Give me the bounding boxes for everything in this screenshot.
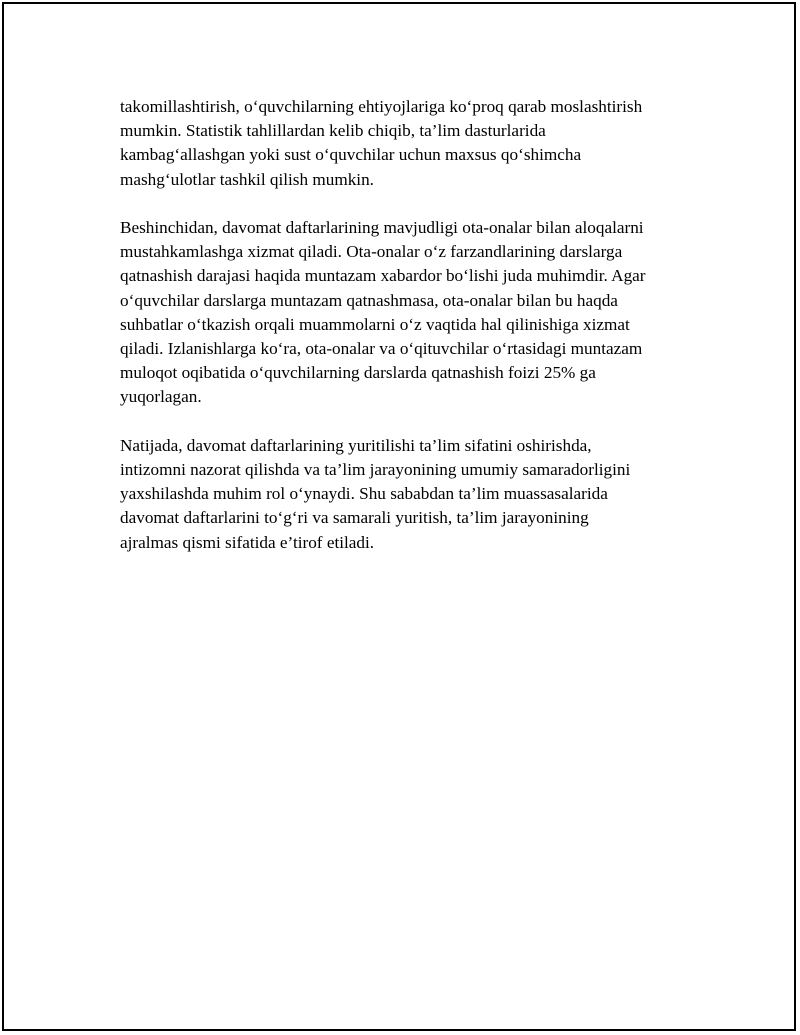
paragraph-1: takomillashtirish, o‘quvchilarning ehtiyojlariga ko‘proq qarab moslashtirish mumkin. Statistik tahlillardan kelib chiqib, ta’lim dasturlarida kambag‘allashgan yoki sust o‘quvchilar uchun maxsus qo‘shimcha mashg‘ulotlar tashkil qilish mumkin.: [120, 97, 643, 189]
document-body: [120, 95, 700, 579]
paragraph-3: Natijada, davomat daftarlarining yuritilishi ta’lim sifatini oshirishda, intizomni nazorat qilishda va ta’lim jarayonining umumiy samaradorligini yaxshilashda muhim rol o‘ynaydi. Shu sababdan ta’lim muassasalarida davomat daftarlarini to‘g‘ri va samarali yuritish, ta’lim jarayonining ajralmas qismi sifatida e’tirof etiladi.: [120, 435, 631, 552]
paragraph-2: Beshinchidan, davomat daftarlarining mavjudligi ota-onalar bilan aloqalarni mustahkamlashga xizmat qiladi. Ota-onalar o‘z farzandlarining darslarga qatnashish darajasi haqida muntazam xabardor bo‘lishi juda muhimdir. Agar o‘quvchilar darslarga muntazam qatnashmasa, ota-onalar bilan bu haqda suhbatlar o‘tkazish orqali muammolarni o‘z vaqtida hal qilinishiga xizmat qiladi. Izlanishlarga ko‘ra, ota-onalar va o‘qituvchilar o‘rtasidagi muntazam muloqot oqibatida o‘quvchilarning darslarda qatnashish foizi 25% ga yuqorlagan.: [120, 218, 646, 407]
document-page: [2, 2, 796, 1031]
